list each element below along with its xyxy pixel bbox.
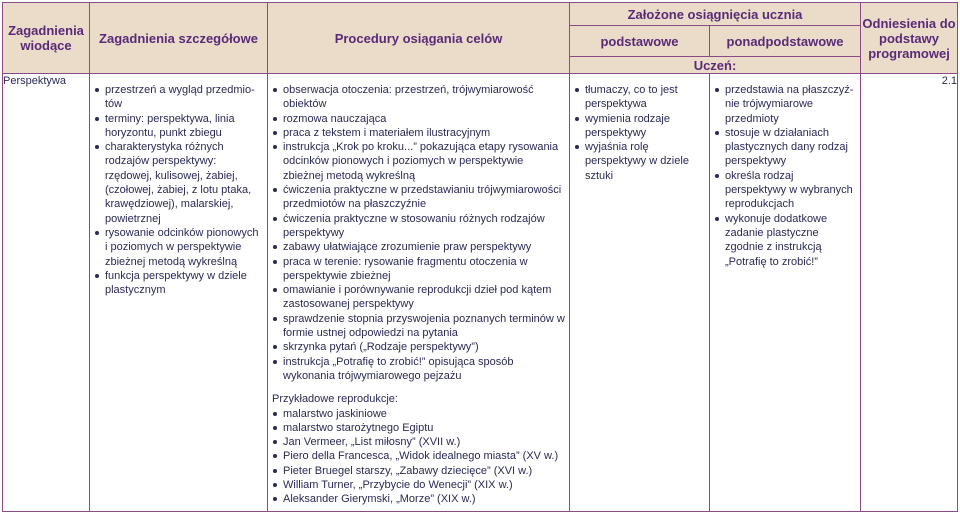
header-extended: ponadpodstawowe bbox=[710, 26, 861, 57]
extended-achievements-cell bbox=[710, 74, 861, 512]
extended-list bbox=[710, 74, 860, 269]
list-item: ćwiczenia praktyczne w przedstawianiu trójwymiarowości przedmiotów na płaszczyźnie bbox=[272, 183, 565, 212]
list-item: ćwiczenia praktyczne w stosowaniu różnych rodzajów perspektywy bbox=[272, 212, 565, 241]
list-item: sprawdzenie stopnia przyswojenia poznanych terminów w formie ustnej odpowiedzi na pytania bbox=[272, 312, 565, 341]
list-item: obserwacja otoczenia: przestrzeń, trójwymiarowość obiektów bbox=[272, 83, 565, 112]
list-item: wykonuje dodatkowe zadanie plastyczne zgodnie z instrukcją „Potrafię to zrobić!” bbox=[714, 212, 856, 269]
list-item: rozmowa nauczająca bbox=[272, 112, 565, 126]
list-item: William Turner, „Przybycie do Wenecji” (XIX w.) bbox=[272, 478, 565, 492]
list-item: określa rodzaj perspektywy w wybranych reprodukcjach bbox=[714, 169, 856, 212]
examples-list bbox=[268, 407, 569, 507]
list-item: wymienia rodzaje perspektywy bbox=[574, 112, 705, 141]
list-item: funkcja perspektywy w dziele plastycznym bbox=[94, 269, 263, 298]
basic-achievements-cell bbox=[570, 74, 710, 512]
list-item: omawianie i porównywanie reprodukcji dzieł pod kątem zastosowanej perspektywy bbox=[272, 283, 565, 312]
header-student: Uczeń: bbox=[570, 57, 861, 74]
list-item: zabawy ułatwiające zrozumienie praw perspektywy bbox=[272, 240, 565, 254]
list-item: praca w terenie: rysowanie fragmentu otoczenia w perspektywie zbieżnej bbox=[272, 255, 565, 284]
list-item: instrukcja „Krok po kroku...” pokazująca etapy rysowania odcinków pionowych i poziomych w perspektywie zbieżnej metodą wykreślną bbox=[272, 140, 565, 183]
list-item: malarstwo starożytnego Egiptu bbox=[272, 421, 565, 435]
table-row bbox=[3, 74, 958, 512]
curriculum-table bbox=[2, 2, 958, 512]
list-item: Piero della Francesca, „Widok idealnego miasta” (XV w.) bbox=[272, 449, 565, 463]
list-item: tłumaczy, co to jest perspektywa bbox=[574, 83, 705, 112]
header-procedures: Procedury osiągania celów bbox=[268, 3, 570, 74]
details-cell bbox=[90, 74, 268, 512]
list-item: rysowanie odcinków pionowych i poziomych w perspektywie zbieżnej metodą wykreślną bbox=[94, 226, 263, 269]
list-item: przestrzeń a wygląd przedmiotów bbox=[94, 83, 263, 112]
list-item: Pieter Bruegel starszy, „Zabawy dziecięce” (XVI w.) bbox=[272, 464, 565, 478]
list-item: terminy: perspektywa, linia horyzontu, punkt zbiegu bbox=[94, 112, 263, 141]
topic-cell: Perspektywa bbox=[3, 74, 90, 512]
list-item: przedstawia na płaszczyźnie trójwymiarowe przedmioty bbox=[714, 83, 856, 126]
list-item: instrukcja „Potrafię to zrobić!” opisująca sposób wykonania trójwymiarowego pejzażu bbox=[272, 355, 565, 384]
header-basic: podstawowe bbox=[570, 26, 710, 57]
reference-cell: 2.1 bbox=[861, 74, 958, 512]
list-item: Jan Vermeer, „List miłosny” (XVII w.) bbox=[272, 435, 565, 449]
list-item: stosuje w działaniach plastycznych dany rodzaj perspektywy bbox=[714, 126, 856, 169]
basic-list bbox=[570, 74, 709, 183]
header-curriculum-reference: Odniesienia do podstawy programowej bbox=[861, 3, 958, 74]
list-item: Aleksander Gierymski, „Morze” (XIX w.) bbox=[272, 492, 565, 506]
header-leading-topics: Zagadnienia wiodące bbox=[3, 3, 90, 74]
procedures-cell bbox=[268, 74, 570, 512]
details-list bbox=[90, 74, 267, 297]
list-item: charakterystyka różnych rodzajów perspektywy: rzędowej, kulisowej, żabiej, (czołowej, żabiej, z lotu ptaka, krawędziowej), malarskiej, powietrznej bbox=[94, 140, 263, 226]
header-expected-achievements: Założone osiągnięcia ucznia bbox=[570, 3, 861, 26]
list-item: malarstwo jaskiniowe bbox=[272, 407, 565, 421]
procedures-list bbox=[268, 74, 569, 383]
examples-title: Przykładowe reprodukcje: bbox=[272, 393, 398, 406]
header-detailed-topics: Zagadnienia szczegółowe bbox=[90, 3, 268, 74]
list-item: skrzynka pytań („Rodzaje perspektywy”) bbox=[272, 340, 565, 354]
list-item: wyjaśnia rolę perspektywy w dziele sztuki bbox=[574, 140, 705, 183]
list-item: praca z tekstem i materiałem ilustracyjnym bbox=[272, 126, 565, 140]
